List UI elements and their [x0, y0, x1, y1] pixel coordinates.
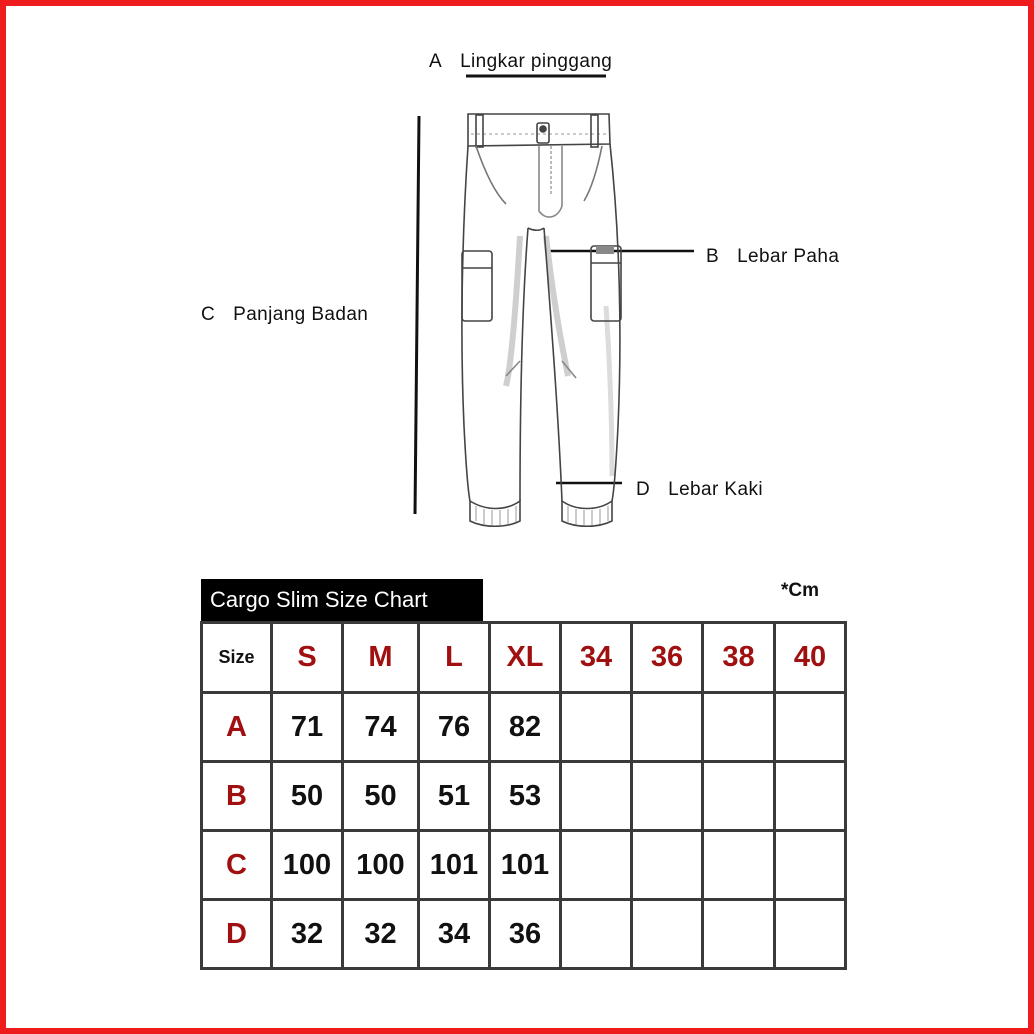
table-row [202, 831, 846, 900]
value-cell [632, 831, 703, 900]
pants-outline [462, 114, 621, 526]
value-cell [632, 762, 703, 831]
size-col-header: 34 [561, 623, 632, 693]
value-cell [632, 900, 703, 969]
size-col-header: S [272, 623, 343, 693]
value-cell [632, 693, 703, 762]
value-cell [703, 762, 775, 831]
size-chart-table [200, 621, 847, 970]
size-col-header: L [419, 623, 490, 693]
value-cell: 36 [490, 900, 561, 969]
value-cell [703, 693, 775, 762]
unit-label: *Cm [781, 580, 820, 601]
length-measure-line [415, 116, 419, 514]
size-header-cell: Size [202, 623, 272, 693]
value-cell [561, 762, 632, 831]
label-thigh-text: Lebar Paha [737, 246, 840, 267]
row-key-cell: D [202, 900, 272, 969]
value-cell: 82 [490, 693, 561, 762]
value-cell: 50 [343, 762, 419, 831]
value-cell [775, 831, 846, 900]
value-cell [561, 900, 632, 969]
label-thigh-key: B [706, 246, 720, 267]
value-cell: 71 [272, 693, 343, 762]
size-col-header: 40 [775, 623, 846, 693]
row-key-cell: C [202, 831, 272, 900]
value-cell: 74 [343, 693, 419, 762]
size-col-header: 36 [632, 623, 703, 693]
value-cell: 34 [419, 900, 490, 969]
value-cell [561, 693, 632, 762]
value-cell [703, 831, 775, 900]
value-cell [775, 693, 846, 762]
table-row [202, 762, 846, 831]
label-waist-text: Lingkar pinggang [460, 51, 613, 72]
label-waist-key: A [429, 51, 443, 72]
value-cell: 32 [343, 900, 419, 969]
row-key-cell: A [202, 693, 272, 762]
size-col-header: 38 [703, 623, 775, 693]
value-cell [775, 900, 846, 969]
row-key-cell: B [202, 762, 272, 831]
size-col-header: M [343, 623, 419, 693]
value-cell: 50 [272, 762, 343, 831]
label-length-text: Panjang Badan [233, 304, 369, 325]
label-length-key: C [201, 304, 216, 325]
value-cell: 101 [419, 831, 490, 900]
value-cell: 100 [343, 831, 419, 900]
value-cell: 101 [490, 831, 561, 900]
value-cell: 100 [272, 831, 343, 900]
label-hem-text: Lebar Kaki [668, 479, 763, 500]
value-cell: 51 [419, 762, 490, 831]
table-row [202, 900, 846, 969]
value-cell: 32 [272, 900, 343, 969]
label-hem-key: D [636, 479, 651, 500]
chart-title: Cargo Slim Size Chart [201, 579, 483, 621]
value-cell [703, 900, 775, 969]
value-cell: 53 [490, 762, 561, 831]
pants-diagram [6, 6, 1028, 546]
table-header-row [202, 623, 846, 693]
table-row [202, 693, 846, 762]
value-cell [775, 762, 846, 831]
size-col-header: XL [490, 623, 561, 693]
value-cell: 76 [419, 693, 490, 762]
value-cell [561, 831, 632, 900]
